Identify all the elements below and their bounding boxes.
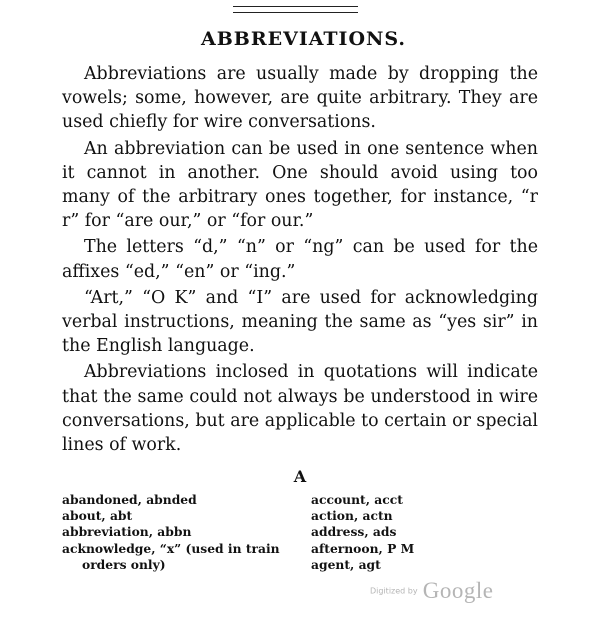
abbreviation-entry: afternoon, P M — [311, 540, 415, 556]
page-heading: ABBREVIATIONS. — [200, 28, 407, 50]
abbreviation-list-right — [311, 492, 541, 573]
digitized-watermark — [370, 578, 493, 604]
section-letter: A — [293, 467, 307, 486]
abbreviation-entry: action, actn — [311, 508, 393, 524]
abbreviation-entry: acknowledge, “x” (used in train orders only) — [62, 540, 280, 572]
paragraph: Abbreviations are usually made by dropping the vowels; some, however, are quite arbitrary. They are used chiefly for wire conversations. — [62, 64, 538, 133]
watermark-prefix: Digitized by — [370, 586, 418, 596]
paragraph: The letters “d,” “n” or “ng” can be used for the affixes “ed,” “en” or “ing.” — [62, 237, 538, 282]
abbreviation-entry: account, acct — [311, 492, 403, 507]
paragraph: Abbreviations inclosed in quotations will indicate that the same could not always be understood in wire conversations, but are applicable to certain or special lines of work. — [62, 362, 538, 456]
watermark-brand: Google — [422, 578, 494, 603]
abbreviation-entry: address, ads — [311, 524, 397, 540]
top-rule-second — [233, 12, 358, 13]
top-rule — [233, 6, 358, 7]
abbreviation-entry: about, abt — [62, 508, 133, 524]
abbreviation-entry: abandoned, abnded — [62, 492, 197, 507]
body-text — [62, 62, 538, 459]
paragraph: “Art,” “O K” and “I” are used for acknowledging verbal instructions, meaning the same as “yes sir” in the English language. — [62, 287, 538, 357]
abbreviation-entry: agent, agt — [311, 556, 381, 572]
abbreviation-entry: abbreviation, abbn — [62, 524, 192, 540]
abbreviation-list-left — [62, 492, 312, 573]
paragraph: An abbreviation can be used in one sentence when it cannot in another. One should avoid using too many of the arbitrary ones together, for instance, “r r” for “are our,” or “for our.” — [62, 138, 538, 232]
